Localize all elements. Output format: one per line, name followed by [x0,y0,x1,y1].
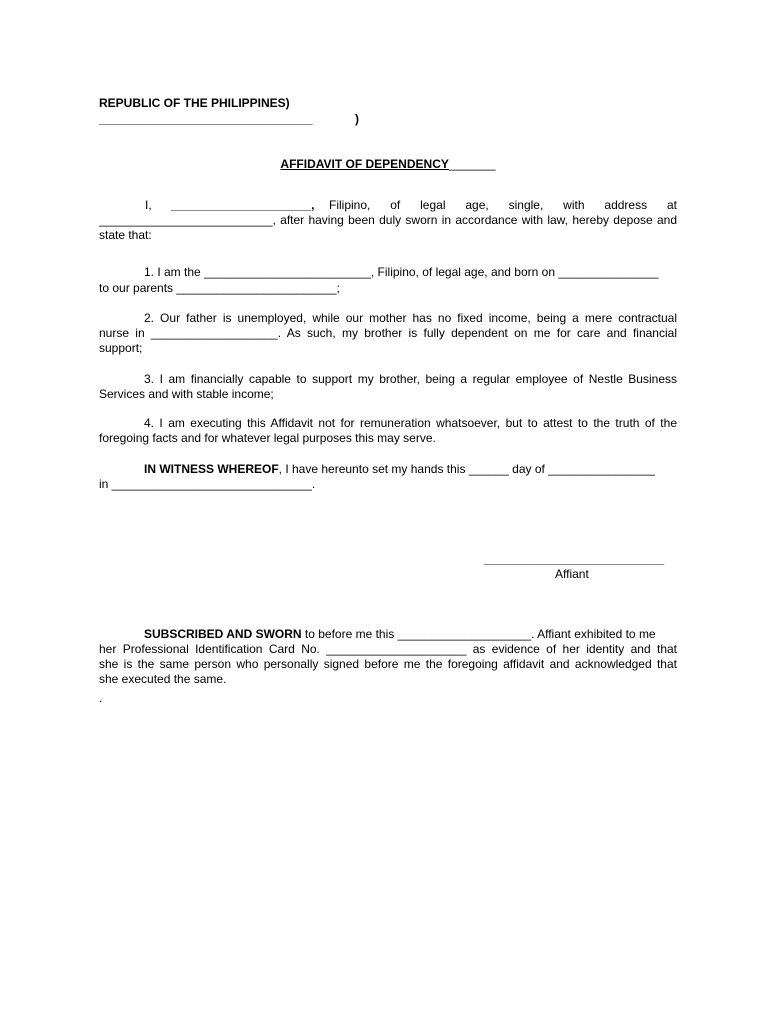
witness-line-2: in ______________________________. [99,477,316,491]
jurat-line-2: her Professional Identification Card No. _____________________ as evidence of her identity and that [99,642,677,656]
jurat-line-3: she is the same person who personally signed before me the foregoing affidavit and acknowledged that [99,657,677,671]
affiant-label: Affiant [555,567,589,581]
document-title [99,157,677,172]
venue-blank: ________________________________ [99,112,313,126]
venue-paren: ) [355,112,359,126]
title-text: AFFIDAVIT OF DEPENDENCY [280,157,449,171]
affiant-signature-line: ___________________________ [484,552,665,566]
item-3-line-1: 3. I am financially capable to support my brother, being a regular employee of Nestle Business [144,372,677,386]
jurat-line-4: she executed the same. [99,672,227,686]
republic-heading: REPUBLIC OF THE PHILIPPINES) [99,96,290,110]
jurat-line-1 [144,627,677,642]
item-1-line-2: to our parents ________________________; [99,281,340,295]
intro-line-1-rest: Filipino, of legal age, single, with address at [329,198,677,212]
jurat-line-1-rest: to before me this ____________________. Affiant exhibited to me [301,627,656,641]
item-4-line-1: 4. I am executing this Affidavit not for remuneration whatsoever, but to attest to the truth of the [144,416,677,430]
item-1-line-1: 1. I am the _________________________, Filipino, of legal age, and born on _______________ [144,265,659,279]
affiant-name-blank: _____________________, [171,198,315,212]
title-trailing-underline: _______ [448,157,496,171]
witness-lead: IN WITNESS WHEREOF [144,462,279,476]
jurat-lead: SUBSCRIBED AND SWORN [144,627,302,641]
item-3-line-2: Services and with stable income; [99,387,274,401]
trailing-dot: . [99,691,103,705]
item-4-line-2: foregoing facts and for whatever legal purposes this may serve. [99,431,436,445]
item-2-line-2: nurse in ___________________. As such, my brother is fully dependent on me for care and financial [99,326,677,340]
intro-line-3: state that: [99,228,152,242]
witness-line-1-rest: , I have hereunto set my hands this ______ day of ________________ [278,462,655,476]
item-2-line-3: support; [99,341,143,355]
item-2-line-1: 2. Our father is unemployed, while our mother has no fixed income, being a mere contractual [144,311,677,325]
intro-line-2: __________________________, after having been duly sworn in accordance with law, hereby depose and [99,213,677,227]
witness-line-1 [144,462,677,477]
venue-line [99,112,677,127]
intro-i: I, [145,198,152,212]
